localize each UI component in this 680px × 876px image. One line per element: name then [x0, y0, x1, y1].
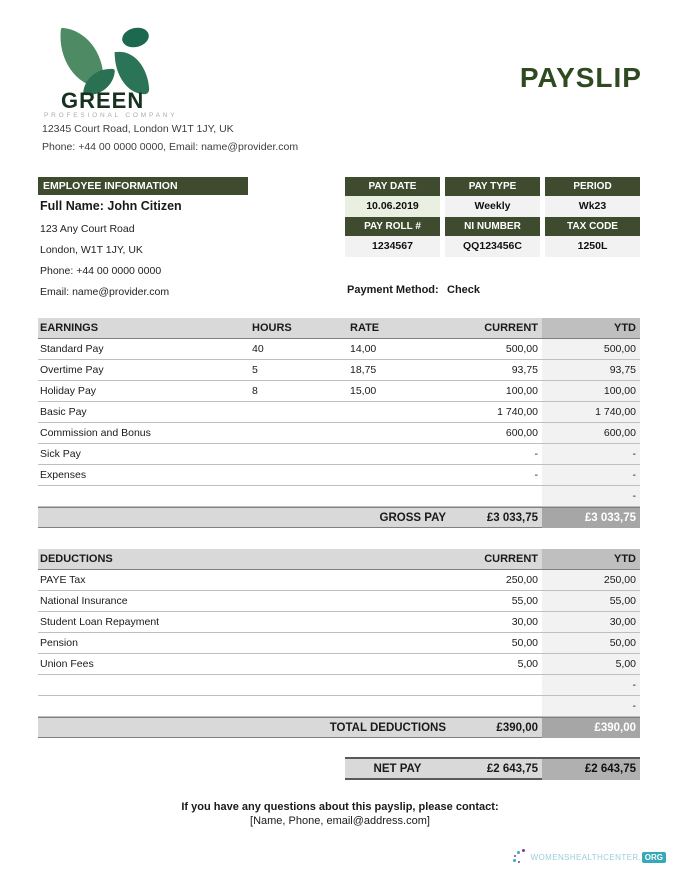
earnings-col-header: EARNINGS	[40, 322, 99, 334]
cell-name	[38, 675, 448, 695]
net-pay-row	[345, 757, 640, 780]
cell-hours	[250, 423, 348, 443]
ni-number-header: NI NUMBER	[445, 217, 540, 236]
company-address: 12345 Court Road, London W1T 1JY, UK	[42, 123, 234, 135]
rate-col-header: RATE	[350, 322, 380, 334]
current-col-header: CURRENT	[484, 553, 538, 565]
table-row	[38, 339, 640, 360]
cell-ytd: 5,00	[542, 654, 640, 674]
cell-name: Standard Pay	[40, 343, 104, 355]
cell-ytd: 1 740,00	[542, 402, 640, 422]
table-row	[38, 654, 640, 675]
earnings-table	[38, 318, 640, 528]
cell-ytd: -	[542, 486, 640, 506]
watermark-dot: .	[638, 852, 641, 862]
cell-hours	[250, 402, 348, 422]
employee-information-header: EMPLOYEE INFORMATION	[38, 177, 248, 195]
company-tagline: PROFESIONAL COMPANY	[44, 112, 178, 119]
deductions-col-header: DEDUCTIONS	[40, 553, 113, 565]
earnings-table-header	[38, 318, 640, 339]
cell-current: -	[534, 469, 538, 481]
table-row	[38, 444, 640, 465]
gross-pay-current: £3 033,75	[486, 512, 538, 524]
cell-current: 600,00	[505, 427, 538, 439]
cell-hours: 40	[252, 343, 264, 355]
total-deductions-row	[38, 717, 640, 738]
pay-info-grid	[345, 177, 640, 257]
cell-current	[448, 696, 542, 716]
watermark-org-badge: ORG	[642, 852, 666, 863]
deductions-table-header	[38, 549, 640, 570]
cell-current: -	[534, 448, 538, 460]
employee-phone: Phone: +44 00 0000 0000	[40, 265, 162, 277]
cell-name	[38, 696, 448, 716]
net-pay-current: £2 643,75	[486, 763, 538, 775]
company-contact: Phone: +44 00 0000 0000, Email: name@provider.com	[42, 141, 299, 153]
cell-name: Overtime Pay	[40, 364, 104, 376]
earnings-rows	[38, 339, 640, 507]
cell-name: National Insurance	[40, 595, 128, 607]
pay-date-header: PAY DATE	[345, 177, 440, 196]
net-pay-ytd: £2 643,75	[542, 759, 640, 780]
period-value: Wk23	[545, 196, 640, 217]
period-header: PERIOD	[545, 177, 640, 196]
current-col-header: CURRENT	[484, 322, 538, 334]
gross-pay-ytd: £3 033,75	[542, 508, 640, 528]
employee-address2: London, W1T 1JY, UK	[40, 244, 143, 256]
cell-ytd: 500,00	[542, 339, 640, 359]
table-row	[38, 633, 640, 654]
table-row	[38, 465, 640, 486]
page-title: PAYSLIP	[519, 62, 642, 93]
table-row	[38, 696, 640, 717]
cell-name: Holiday Pay	[40, 385, 97, 397]
cell-rate	[348, 402, 448, 422]
pay-type-value: Weekly	[445, 196, 540, 217]
table-row	[38, 612, 640, 633]
gross-pay-label: GROSS PAY	[379, 512, 446, 524]
table-row	[38, 486, 640, 507]
cell-current: 250,00	[505, 574, 538, 586]
cell-rate	[348, 444, 448, 464]
cell-ytd: 50,00	[542, 633, 640, 653]
cell-ytd: -	[542, 444, 640, 464]
cell-ytd: 55,00	[542, 591, 640, 611]
cell-name: Expenses	[40, 469, 87, 481]
cell-current: 5,00	[517, 658, 538, 670]
footer	[0, 801, 680, 827]
net-pay-label: NET PAY	[373, 763, 422, 775]
hours-col-header: HOURS	[252, 322, 292, 334]
cell-rate: 18,75	[350, 364, 377, 376]
cell-name: Basic Pay	[40, 406, 87, 418]
cell-name: Sick Pay	[40, 448, 81, 460]
cell-hours	[250, 465, 348, 485]
cell-hours	[250, 444, 348, 464]
company-name: GREEN	[61, 88, 145, 113]
cell-hours: 5	[252, 364, 258, 376]
deductions-table	[38, 549, 640, 738]
cell-name: Pension	[40, 637, 78, 649]
cell-rate: 15,00	[350, 385, 377, 397]
table-row	[38, 423, 640, 444]
cell-ytd: 93,75	[542, 360, 640, 380]
dots-icon	[513, 849, 529, 865]
cell-name	[38, 486, 250, 506]
footer-contact-line: If you have any questions about this payslip, please contact:	[181, 801, 499, 813]
payroll-number-value: 1234567	[345, 236, 440, 257]
cell-current: 1 740,00	[497, 406, 538, 418]
employee-email: Email: name@provider.com	[40, 286, 170, 298]
table-row	[38, 402, 640, 423]
ytd-col-header: YTD	[542, 318, 640, 338]
deductions-rows	[38, 570, 640, 717]
table-row	[38, 591, 640, 612]
cell-hours	[250, 486, 348, 506]
gross-pay-row	[38, 507, 640, 528]
payroll-number-header: PAY ROLL #	[345, 217, 440, 236]
tax-code-header: TAX CODE	[545, 217, 640, 236]
cell-current: 30,00	[511, 616, 538, 628]
table-row	[38, 570, 640, 591]
cell-current: 93,75	[511, 364, 538, 376]
cell-current: 55,00	[511, 595, 538, 607]
cell-current: 100,00	[505, 385, 538, 397]
company-logo-icon	[58, 28, 166, 92]
tax-code-value: 1250L	[545, 236, 640, 257]
person-head-icon	[120, 25, 151, 50]
cell-ytd: 250,00	[542, 570, 640, 590]
ytd-col-header: YTD	[542, 549, 640, 569]
total-deductions-label: TOTAL DEDUCTIONS	[329, 722, 446, 734]
watermark-name: WOMENSHEALTHCENTER	[530, 852, 639, 862]
pay-type-header: PAY TYPE	[445, 177, 540, 196]
cell-ytd: 30,00	[542, 612, 640, 632]
cell-ytd: -	[542, 696, 640, 716]
cell-rate	[348, 486, 448, 506]
pay-date-value: 10.06.2019	[345, 196, 440, 217]
payment-method-label: Payment Method:	[347, 284, 439, 296]
cell-ytd: -	[542, 675, 640, 695]
cell-ytd: -	[542, 465, 640, 485]
cell-current: 500,00	[505, 343, 538, 355]
employee-full-name: Full Name: John Citizen	[40, 199, 182, 213]
footer-contact-placeholder: [Name, Phone, email@address.com]	[250, 815, 430, 827]
cell-name: Union Fees	[40, 658, 94, 670]
table-row	[38, 675, 640, 696]
ni-number-value: QQ123456C	[445, 236, 540, 257]
cell-hours: 8	[252, 385, 258, 397]
employee-address1: 123 Any Court Road	[40, 223, 135, 235]
cell-rate	[348, 423, 448, 443]
cell-ytd: 100,00	[542, 381, 640, 401]
cell-current	[448, 486, 542, 506]
total-deductions-ytd: £390,00	[542, 718, 640, 738]
table-row	[38, 360, 640, 381]
cell-ytd: 600,00	[542, 423, 640, 443]
cell-rate: 14,00	[350, 343, 377, 355]
cell-current	[448, 675, 542, 695]
cell-rate	[348, 465, 448, 485]
cell-name: Student Loan Repayment	[40, 616, 160, 628]
cell-name: PAYE Tax	[40, 574, 86, 586]
payment-method-value: Check	[447, 284, 481, 296]
cell-name: Commission and Bonus	[40, 427, 151, 439]
watermark-logo	[513, 849, 666, 865]
total-deductions-current: £390,00	[496, 722, 538, 734]
cell-current: 50,00	[511, 637, 538, 649]
table-row	[38, 381, 640, 402]
